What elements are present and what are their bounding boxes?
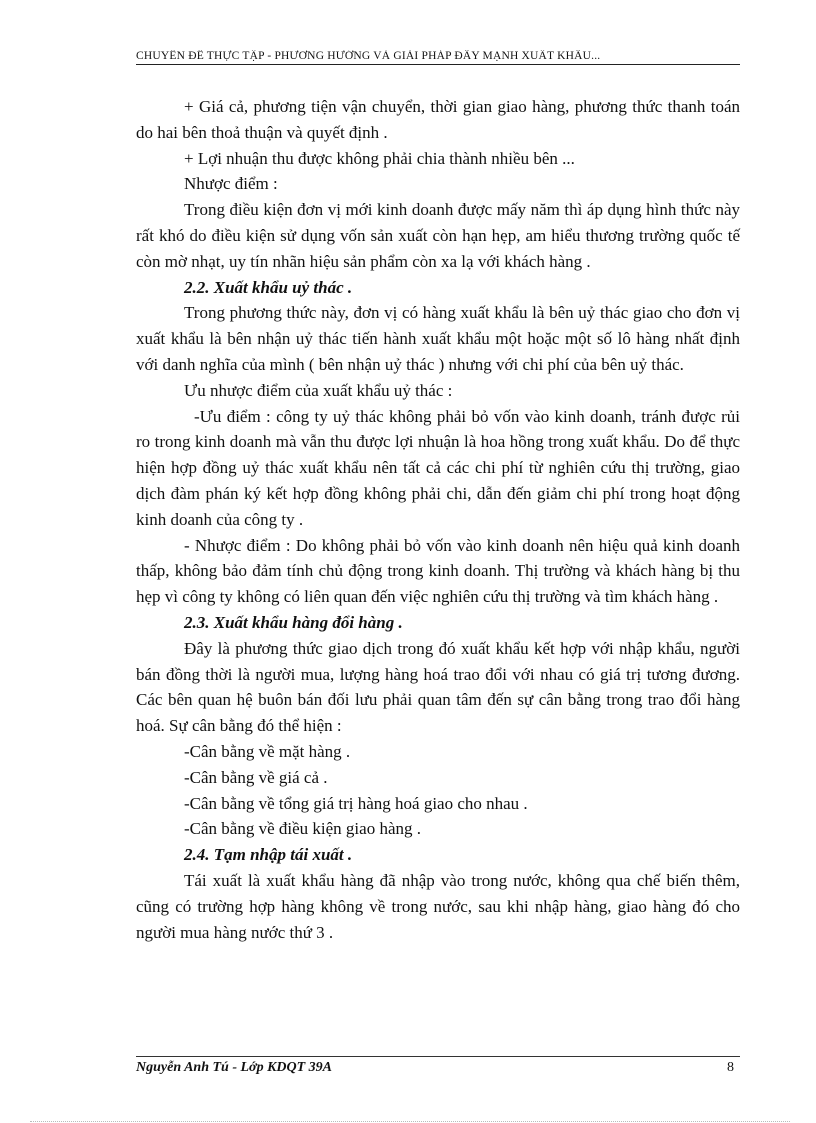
paragraph: Tái xuất là xuất khẩu hàng đã nhập vào trong nước, không qua chế biến thêm, cũng có trường hợp hàng không về trong nước, sau khi nhập hàng, giao hàng đó cho người mua hàng nước thứ 3 . bbox=[136, 870, 740, 942]
footer-author: Nguyễn Anh Tú - Lớp KDQT 39A bbox=[136, 1060, 333, 1075]
paragraph: + Giá cả, phương tiện vận chuyển, thời gian giao hàng, phương thức thanh toán do hai bên thoả thuận và quyết định . bbox=[136, 97, 740, 142]
paragraph: Nhược điểm : bbox=[184, 174, 278, 194]
paragraph: Trong điều kiện đơn vị mới kinh doanh được mấy năm thì áp dụng hình thức này rất khó do điều kiện sử dụng vốn sản xuất còn hạn hẹp, am hiểu thương trường quốc tế còn mờ nhạt, uy tín nhãn hiệu sản phẩm còn xa lạ với khách hàng . bbox=[136, 200, 740, 271]
paragraph: Ưu nhược điểm của xuất khẩu uỷ thác : bbox=[184, 380, 453, 400]
section-heading: 2.2. Xuất khẩu uỷ thác . bbox=[184, 277, 353, 297]
paragraph: Đây là phương thức giao dịch trong đó xuất khẩu kết hợp với nhập khẩu, người bán đồng thời là người mua, lượng hàng hoá trao đổi với nhau có giá trị tương đương. Các bên quan hệ buôn bán đối lưu phải quan tâm đến sự cân bằng trong trao đổi hàng hoá. Sự cân bằng đó thể hiện : bbox=[136, 638, 740, 736]
paragraph: - Nhược điểm : Do không phải bỏ vốn vào kinh doanh nên hiệu quả kinh doanh thấp, không bảo đảm tính chủ động trong kinh doanh. Thị trường và khách hàng bị thu hẹp vì công ty không có liên quan đến việc nghiên cứu thị trường và tìm khách hàng . bbox=[136, 535, 740, 607]
list-item: -Cân bằng về tổng giá trị hàng hoá giao cho nhau . bbox=[184, 793, 528, 813]
page-number: 8 bbox=[727, 1060, 734, 1075]
footer-divider bbox=[136, 1056, 740, 1057]
paragraph: Trong phương thức này, đơn vị có hàng xuất khẩu là bên uỷ thác giao cho đơn vị xuất khẩu là bên nhận uỷ thác tiến hành xuất khẩu một hoặc một số lô hàng nhất định với danh nghĩa của mình ( bên nhận uỷ thác ) nhưng với chi phí của bên uỷ thác. bbox=[136, 303, 740, 374]
paragraph: + Lợi nhuận thu được không phải chia thành nhiều bên ... bbox=[184, 148, 575, 168]
paragraph: -Ưu điểm : công ty uỷ thác không phải bỏ vốn vào kinh doanh, tránh được rủi ro trong kinh doanh mà vẫn thu được lợi nhuận là hoa hồng trong xuất khẩu. Do để thực hiện hợp đồng uỷ thác xuất khẩu nên tất cả các chi phí từ nghiên cứu thị trường, giao dịch đàm phán ký kết hợp đồng không phải chi, dẫn đến giảm chi phí trong hoạt động kinh doanh của công ty . bbox=[136, 406, 740, 529]
section-heading: 2.3. Xuất khẩu hàng đổi hàng . bbox=[184, 612, 403, 632]
page-edge-divider bbox=[30, 1121, 790, 1122]
document-body bbox=[136, 94, 740, 945]
list-item: -Cân bằng về mặt hàng . bbox=[184, 741, 351, 761]
list-item: -Cân bằng về giá cả . bbox=[184, 767, 328, 787]
list-item: -Cân bằng về điều kiện giao hàng . bbox=[184, 819, 421, 839]
section-heading: 2.4. Tạm nhập tái xuất . bbox=[184, 845, 353, 865]
page-header: CHUYÊN ĐỀ THỰC TẬP - PHƯƠNG HƯỚNG VÀ GIẢI PHÁP ĐẨY MẠNH XUẤT KHẨU... bbox=[136, 50, 740, 65]
